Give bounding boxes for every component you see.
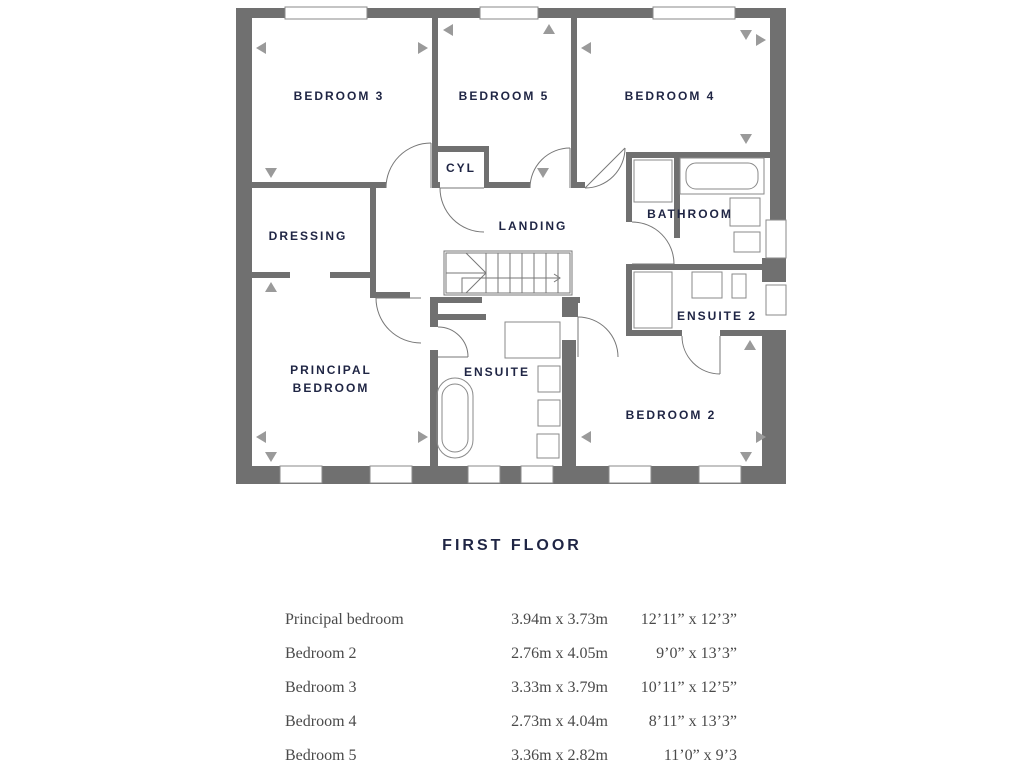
dimensions-table <box>285 603 765 773</box>
imperial-size: 10’11” x 12’5” <box>640 679 737 696</box>
imperial-size: 11’0” x 9’3 <box>663 747 737 764</box>
staircase <box>444 251 572 295</box>
label-bedroom-5: BEDROOM 5 <box>458 89 550 103</box>
metric-size: 2.76m x 4.05m <box>511 645 608 662</box>
room-name: Bedroom 3 <box>285 679 357 696</box>
floor-title: FIRST FLOOR <box>442 537 582 554</box>
label-cyl: CYL <box>446 161 476 175</box>
metric-size: 3.94m x 3.73m <box>511 611 608 628</box>
label-bedroom-4: BEDROOM 4 <box>624 89 716 103</box>
dimension-row <box>285 603 765 637</box>
room-labels <box>269 89 757 422</box>
room-name: Bedroom 4 <box>285 713 357 730</box>
imperial-size: 12’11” x 12’3” <box>640 611 737 628</box>
label-dressing: DRESSING <box>268 229 348 243</box>
dimension-row <box>285 671 765 705</box>
room-name: Bedroom 5 <box>285 747 357 764</box>
label-ensuite: ENSUITE <box>463 365 531 379</box>
label-bathroom: BATHROOM <box>647 207 733 221</box>
metric-size: 3.36m x 2.82m <box>511 747 608 764</box>
label-bedroom-3: BEDROOM 3 <box>293 89 385 103</box>
dimension-row <box>285 637 765 671</box>
room-name: Principal bedroom <box>285 611 404 628</box>
dimension-row <box>285 705 765 739</box>
metric-size: 2.73m x 4.04m <box>511 713 608 730</box>
room-name: Bedroom 2 <box>285 645 357 662</box>
label-bedroom-2: BEDROOM 2 <box>625 408 717 422</box>
metric-size: 3.33m x 3.79m <box>511 679 608 696</box>
imperial-size: 8’11” x 13’3” <box>648 713 737 730</box>
label-principal-bedroom-line2: BEDROOM <box>292 381 370 395</box>
label-ensuite-2: ENSUITE 2 <box>676 309 758 323</box>
label-principal-bedroom-line1: PRINCIPAL <box>290 363 372 377</box>
label-landing: LANDING <box>498 219 568 233</box>
imperial-size: 9’0” x 13’3” <box>656 645 737 662</box>
